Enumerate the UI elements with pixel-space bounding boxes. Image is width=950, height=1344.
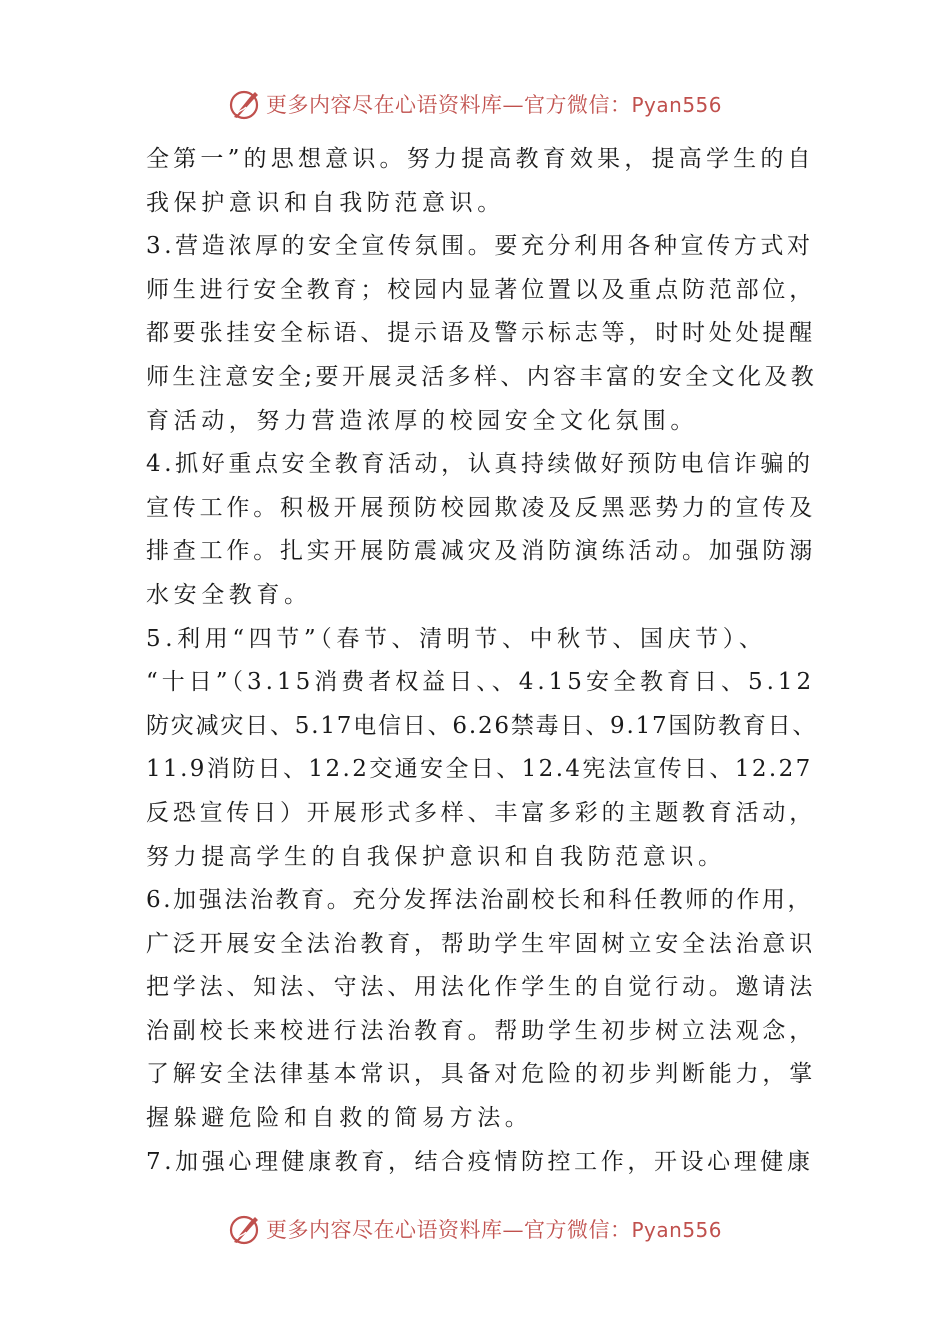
- text-line: 11.9消防日、12.2交通安全日、12.4宪法宣传日、12.27: [146, 756, 813, 783]
- text-line: 7.加强心理健康教育，结合疫情防控工作，开设心理健康: [146, 1148, 814, 1175]
- text-line: 5.利用“四节”（春节、清明节、中秋节、国庆节）、: [146, 625, 767, 652]
- text-line: 水安全教育。: [146, 581, 312, 608]
- header-watermark: [0, 84, 950, 124]
- text-line: 反恐宣传日）开展形式多样、丰富多彩的主题教育活动，: [146, 799, 816, 826]
- text-line: 防灾减灾日、5.17电信日、6.26禁毒日、9.17国防教育日、: [146, 712, 818, 739]
- text-line: 6.加强法治教育。充分发挥法治副校长和科任教师的作用，: [146, 887, 814, 914]
- text-line: 都要张挂安全标语、提示语及警示标志等，时时处处提醒: [146, 320, 816, 347]
- pen-logo-icon: [228, 1212, 262, 1246]
- text-line: 治副校长来校进行法治教育。帮助学生初步树立法观念，: [146, 1017, 816, 1044]
- text-line: 了解安全法律基本常识，具备对危险的初步判断能力，掌: [146, 1061, 816, 1088]
- text-line: 广泛开展安全法治教育，帮助学生牢固树立安全法治意识: [146, 930, 816, 957]
- text-line: 师生进行安全教育；校园内显著位置以及重点防范部位，: [146, 276, 816, 303]
- pen-logo-icon: [228, 87, 262, 121]
- text-line: 握躲避危险和自救的简易方法。: [146, 1105, 533, 1132]
- watermark-text: 更多内容尽在心语资料库—官方微信：Pyan556: [265, 1218, 722, 1242]
- text-line: “十日”（3.15消费者权益日、、4.15安全教育日、5.12: [146, 669, 816, 696]
- text-line: 宣传工作。积极开展预防校园欺凌及反黑恶势力的宣传及: [146, 494, 816, 521]
- text-line: 排查工作。扎实开展防震减灾及消防演练活动。加强防溺: [146, 538, 816, 565]
- text-line: 我保护意识和自我防范意识。: [146, 189, 505, 216]
- footer-watermark: [0, 1209, 950, 1249]
- text-line: 3.营造浓厚的安全宣传氛围。要充分利用各种宣传方式对: [146, 233, 814, 260]
- text-line: 努力提高学生的自我保护意识和自我防范意识。: [146, 843, 726, 870]
- watermark-text: 更多内容尽在心语资料库—官方微信：Pyan556: [265, 93, 722, 117]
- text-line: 把学法、知法、守法、用法化作学生的自觉行动。邀请法: [146, 974, 816, 1001]
- document-body: [146, 138, 818, 1184]
- text-line: 4.抓好重点安全教育活动，认真持续做好预防电信诈骗的: [146, 451, 814, 478]
- text-line: 全第一”的思想意识。努力提高教育效果，提高学生的自: [146, 146, 815, 172]
- text-line: 育活动，努力营造浓厚的校园安全文化氛围。: [146, 407, 698, 434]
- text-line: 师生注意安全;要开展灵活多样、内容丰富的安全文化及教: [146, 363, 818, 390]
